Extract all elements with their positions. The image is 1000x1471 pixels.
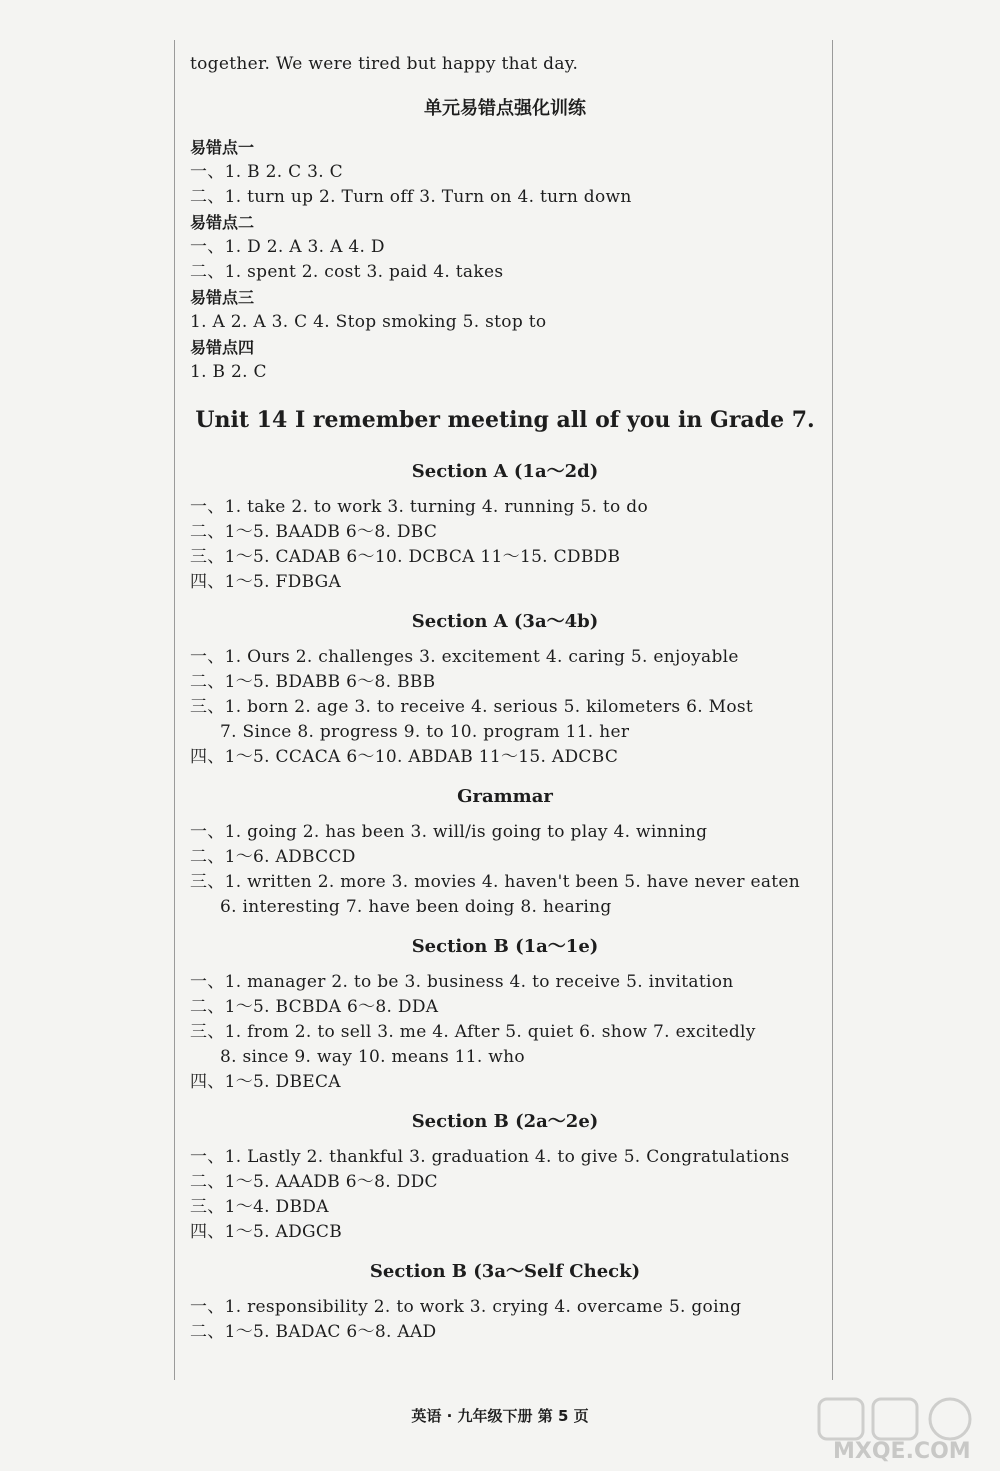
watermark-icon bbox=[815, 1395, 985, 1443]
answer-line: 三、1. born 2. age 3. to receive 4. serious 5. kilometers 6. Most bbox=[190, 697, 754, 717]
section-title: Grammar bbox=[457, 786, 553, 807]
answer-line: 三、1. from 2. to sell 3. me 4. After 5. quiet 6. show 7. excitedly bbox=[190, 1022, 756, 1042]
answer-line: 一、1. going 2. has been 3. will/is going to play 4. winning bbox=[190, 822, 708, 842]
section-a-3a-4b bbox=[190, 605, 820, 770]
answer-line: 一、1. Lastly 2. thankful 3. graduation 4. to give 5. Congratulations bbox=[190, 1147, 790, 1167]
answer-line: 三、1. written 2. more 3. movies 4. haven't been 5. have never eaten bbox=[190, 872, 800, 892]
page-footer: 英语 · 九年级下册 第 5 页 bbox=[411, 1407, 589, 1425]
section-b-1a-1e bbox=[190, 930, 820, 1095]
answer-line: 三、1～4. DBDA bbox=[190, 1197, 329, 1217]
section-grammar bbox=[190, 780, 820, 920]
answer-line: 二、1～5. BADAC 6～8. AAD bbox=[190, 1322, 437, 1342]
answer-line: 一、1. B 2. C 3. C bbox=[190, 162, 343, 182]
answer-line: 四、1～5. ADGCB bbox=[190, 1222, 343, 1242]
section-b-3a-self-check bbox=[190, 1255, 820, 1345]
answer-line: 6. interesting 7. have been doing 8. hearing bbox=[220, 897, 612, 917]
error-section-title: 单元易错点强化训练 bbox=[424, 98, 586, 119]
section-title: Section B (3a～Self Check) bbox=[369, 1261, 641, 1282]
answer-line: 一、1. responsibility 2. to work 3. crying 4. overcame 5. going bbox=[190, 1297, 742, 1317]
watermark-logo bbox=[815, 1395, 995, 1467]
answer-line: 二、1. spent 2. cost 3. paid 4. takes bbox=[190, 262, 504, 282]
answer-line: 二、1～6. ADBCCD bbox=[190, 847, 356, 867]
section-title: Section A (3a～4b) bbox=[411, 611, 599, 632]
section-b-2a-2e bbox=[190, 1105, 820, 1245]
answer-line: 二、1～5. BCBDA 6～8. DDA bbox=[190, 997, 439, 1017]
answer-line: 8. since 9. way 10. means 11. who bbox=[220, 1047, 525, 1067]
section-a-1a-2d bbox=[190, 455, 820, 595]
answer-line: 三、1～5. CADAB 6～10. DCBCA 11～15. CDBDB bbox=[190, 547, 621, 567]
section-title: Section B (2a～2e) bbox=[411, 1111, 599, 1132]
error-group-label: 易错点三 bbox=[190, 288, 255, 307]
error-group-label: 易错点一 bbox=[190, 138, 255, 157]
answer-line: 二、1～5. AAADB 6～8. DDC bbox=[190, 1172, 438, 1192]
error-group-label: 易错点二 bbox=[190, 213, 255, 232]
answer-line: 7. Since 8. progress 9. to 10. program 11. her bbox=[220, 722, 630, 742]
answer-column bbox=[190, 52, 820, 1345]
answer-line: 1. A 2. A 3. C 4. Stop smoking 5. stop to bbox=[190, 312, 547, 332]
section-title: Section B (1a～1e) bbox=[411, 936, 599, 957]
left-margin-rule bbox=[174, 40, 175, 1380]
unit-title: Unit 14 I remember meeting all of you in Grade 7. bbox=[195, 407, 815, 433]
answer-line: 二、1～5. BDABB 6～8. BBB bbox=[190, 672, 436, 692]
right-margin-rule bbox=[832, 40, 833, 1380]
answer-line: 二、1. turn up 2. Turn off 3. Turn on 4. turn down bbox=[190, 187, 632, 207]
answer-line: 1. B 2. C bbox=[190, 362, 267, 382]
answer-line: 二、1～5. BAADB 6～8. DBC bbox=[190, 522, 438, 542]
answer-line: 一、1. manager 2. to be 3. business 4. to receive 5. invitation bbox=[190, 972, 734, 992]
section-title: Section A (1a～2d) bbox=[411, 461, 599, 482]
answer-line: 四、1～5. DBECA bbox=[190, 1072, 341, 1092]
answer-line: 四、1～5. FDBGA bbox=[190, 572, 342, 592]
error-group-label: 易错点四 bbox=[190, 338, 255, 357]
watermark-text: MXQE.COM bbox=[833, 1439, 971, 1464]
answer-line: 一、1. take 2. to work 3. turning 4. running 5. to do bbox=[190, 497, 648, 517]
error-group-1 bbox=[190, 135, 820, 210]
answer-line: 一、1. Ours 2. challenges 3. excitement 4. caring 5. enjoyable bbox=[190, 647, 739, 667]
answer-line: 一、1. D 2. A 3. A 4. D bbox=[190, 237, 385, 257]
answer-line: 四、1～5. CCACA 6～10. ABDAB 11～15. ADCBC bbox=[190, 747, 619, 767]
error-group-2 bbox=[190, 210, 820, 285]
error-group-3 bbox=[190, 285, 820, 335]
error-group-4 bbox=[190, 335, 820, 385]
intro-line: together. We were tired but happy that day. bbox=[190, 54, 579, 74]
